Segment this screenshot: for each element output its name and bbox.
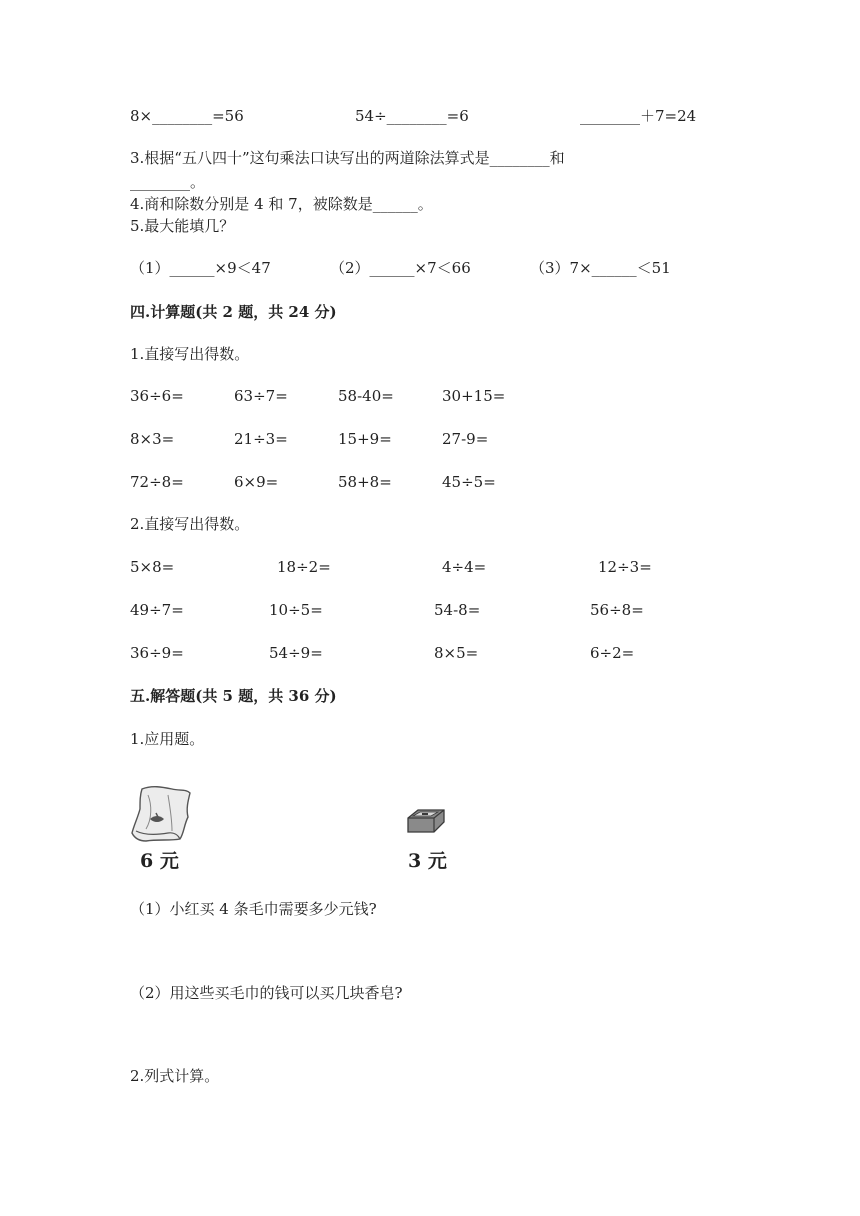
question-5-item-1: （1）______×9＜47: [130, 259, 271, 277]
section-5-title: 五.解答题(共 5 题，共 36 分): [130, 687, 337, 705]
calc-item: 36÷9=: [130, 644, 184, 662]
calc-item: 18÷2=: [277, 558, 331, 576]
question-5: 5.最大能填几？: [130, 217, 235, 235]
calc-item: 58-40=: [338, 387, 394, 405]
section-5-q1-label: 1.应用题。: [130, 730, 205, 748]
towel-price: 6 元: [140, 850, 179, 872]
fill-question-1: 8×________=56: [130, 107, 244, 125]
calc-item: 30+15=: [442, 387, 506, 405]
sub-question-2: （2）用这些买毛巾的钱可以买几块香皂?: [130, 984, 403, 1002]
fill-question-3: ________＋7=24: [580, 107, 697, 125]
question-5-item-2: （2）______×7＜66: [330, 259, 471, 277]
towel-icon: [128, 785, 198, 847]
calc-item: 36÷6=: [130, 387, 184, 405]
question-5-item-3: （3）7×______＜51: [530, 259, 671, 277]
question-4: 4.商和除数分别是 4 和 7，被除数是______。: [130, 195, 433, 213]
calc-item: 49÷7=: [130, 601, 184, 619]
calc-item: 8×5=: [434, 644, 479, 662]
calc-item: 54÷9=: [269, 644, 323, 662]
calc-item: 4÷4=: [442, 558, 487, 576]
section-5-q2-label: 2.列式计算。: [130, 1067, 220, 1085]
soap-price: 3 元: [408, 850, 447, 872]
question-3-line-2: ________。: [130, 173, 206, 191]
calc-item: 21÷3=: [234, 430, 288, 448]
calc-item: 72÷8=: [130, 473, 184, 491]
calc-item: 63÷7=: [234, 387, 288, 405]
calc-item: 45÷5=: [442, 473, 496, 491]
calc-item: 56÷8=: [590, 601, 644, 619]
calc-item: 5×8=: [130, 558, 175, 576]
section-4-title: 四.计算题(共 2 题，共 24 分): [130, 303, 337, 321]
calc-item: 54-8=: [434, 601, 481, 619]
soap-icon: [404, 806, 448, 836]
calc-item: 6×9=: [234, 473, 279, 491]
section-4-q1-label: 1.直接写出得数。: [130, 345, 250, 363]
question-3-line-1: 3.根据“五八四十”这句乘法口诀写出的两道除法算式是________和: [130, 149, 565, 167]
calc-item: 8×3=: [130, 430, 175, 448]
calc-item: 12÷3=: [598, 558, 652, 576]
calc-item: 15+9=: [338, 430, 392, 448]
calc-item: 27-9=: [442, 430, 489, 448]
calc-item: 58+8=: [338, 473, 392, 491]
fill-question-2: 54÷________=6: [355, 107, 469, 125]
calc-item: 10÷5=: [269, 601, 323, 619]
calc-item: 6÷2=: [590, 644, 635, 662]
section-4-q2-label: 2.直接写出得数。: [130, 515, 250, 533]
sub-question-1: （1）小红买 4 条毛巾需要多少元钱?: [130, 900, 377, 918]
